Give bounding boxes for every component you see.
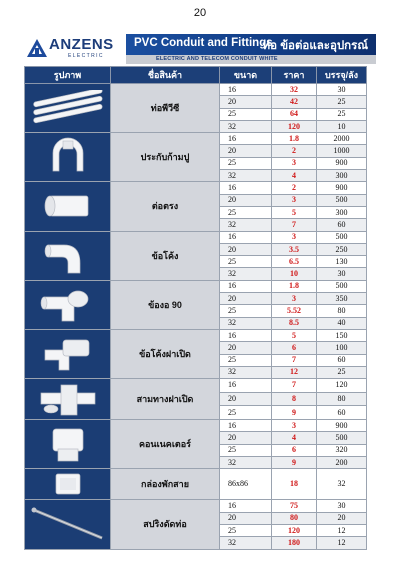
size-value: 20 — [220, 342, 272, 354]
size-value: 16 — [220, 182, 272, 194]
size-value: 20 — [220, 96, 272, 108]
pack-quantity: 40 — [317, 317, 367, 329]
product-image — [25, 182, 111, 231]
pack-quantity: 250 — [317, 243, 367, 255]
pack-quantity: 60 — [317, 219, 367, 231]
column-header-pack: บรรจุ/ลัง — [317, 67, 367, 84]
pack-quantity: 500 — [317, 432, 367, 444]
size-value: 16 — [220, 133, 272, 145]
pack-quantity: 2000 — [317, 133, 367, 145]
price-value: 9 — [272, 406, 317, 420]
table-row — [25, 500, 367, 512]
size-value: 32 — [220, 170, 272, 182]
pack-quantity: 350 — [317, 293, 367, 305]
pack-quantity: 900 — [317, 182, 367, 194]
price-value: 12 — [272, 366, 317, 378]
price-value: 10 — [272, 268, 317, 280]
price-value: 80 — [272, 512, 317, 524]
size-value: 16 — [220, 280, 272, 292]
price-value: 75 — [272, 500, 317, 512]
product-name: สามทางฝาเปิด — [111, 379, 220, 420]
price-value: 6 — [272, 444, 317, 456]
size-value: 16 — [220, 231, 272, 243]
size-value: 32 — [220, 317, 272, 329]
price-value: 3 — [272, 194, 317, 206]
price-value: 180 — [272, 537, 317, 549]
product-image — [25, 469, 111, 500]
product-name: ท่อพีวีซี — [111, 84, 220, 133]
pack-quantity: 30 — [317, 268, 367, 280]
size-value: 20 — [220, 194, 272, 206]
product-image — [25, 500, 111, 549]
pack-quantity: 25 — [317, 108, 367, 120]
product-name: ข้องอ 90 — [111, 280, 220, 329]
table-header-row — [25, 67, 367, 84]
price-value: 6.5 — [272, 256, 317, 268]
table-row — [25, 420, 367, 432]
product-name: ข้อโค้ง — [111, 231, 220, 280]
price-value: 2 — [272, 145, 317, 157]
price-value: 4 — [272, 432, 317, 444]
size-value: 20 — [220, 432, 272, 444]
price-value: 8.5 — [272, 317, 317, 329]
page-number: 20 — [193, 7, 207, 19]
price-value: 3.5 — [272, 243, 317, 255]
size-value: 32 — [220, 457, 272, 469]
pack-quantity: 60 — [317, 354, 367, 366]
size-value: 32 — [220, 120, 272, 132]
price-value: 2 — [272, 182, 317, 194]
column-header-size: ขนาด — [220, 67, 272, 84]
price-value: 120 — [272, 120, 317, 132]
pack-quantity: 200 — [317, 457, 367, 469]
brand-subtext: ELECTRIC — [68, 53, 104, 59]
pack-quantity: 30 — [317, 500, 367, 512]
straight-coupling-icon — [25, 188, 110, 224]
column-header-image: รูปภาพ — [25, 67, 111, 84]
product-name: ต่อตรง — [111, 182, 220, 231]
pack-quantity: 500 — [317, 280, 367, 292]
product-image — [25, 231, 111, 280]
table-row — [25, 329, 367, 341]
pack-quantity: 900 — [317, 157, 367, 169]
product-image — [25, 280, 111, 329]
price-value: 42 — [272, 96, 317, 108]
size-value: 16 — [220, 500, 272, 512]
price-value: 5.52 — [272, 305, 317, 317]
size-value: 25 — [220, 524, 272, 536]
price-value: 8 — [272, 392, 317, 406]
pack-quantity: 32 — [317, 469, 367, 500]
size-value: 20 — [220, 145, 272, 157]
price-value: 7 — [272, 219, 317, 231]
size-value: 32 — [220, 219, 272, 231]
subtitle-bar — [126, 55, 376, 64]
size-value: 25 — [220, 406, 272, 420]
pvc-pipe-icon — [25, 90, 110, 126]
brand-name: ANZENS — [49, 36, 114, 53]
pack-quantity: 300 — [317, 170, 367, 182]
bending-spring-icon — [25, 504, 110, 544]
price-value: 1.8 — [272, 133, 317, 145]
inspection-tee-icon — [25, 379, 110, 419]
size-value: 25 — [220, 256, 272, 268]
price-value: 7 — [272, 354, 317, 366]
saddle-clip-icon — [25, 137, 110, 177]
product-image — [25, 379, 111, 420]
pack-quantity: 20 — [317, 512, 367, 524]
product-image — [25, 84, 111, 133]
size-value: 25 — [220, 444, 272, 456]
size-value: 32 — [220, 537, 272, 549]
price-value: 3 — [272, 231, 317, 243]
size-value: 25 — [220, 108, 272, 120]
product-name: คอนเนคเตอร์ — [111, 420, 220, 469]
pack-quantity: 300 — [317, 206, 367, 218]
pack-quantity: 30 — [317, 84, 367, 96]
elbow-bend-icon — [25, 235, 110, 277]
size-value: 16 — [220, 84, 272, 96]
connector-icon — [25, 423, 110, 465]
product-name: กล่องพักสาย — [111, 469, 220, 500]
anzens-logo-icon — [26, 37, 48, 59]
column-header-price: ราคา — [272, 67, 317, 84]
pack-quantity: 320 — [317, 444, 367, 456]
pack-quantity: 120 — [317, 379, 367, 393]
junction-box-icon — [25, 470, 110, 498]
product-image — [25, 329, 111, 378]
pack-quantity: 25 — [317, 96, 367, 108]
table-row — [25, 133, 367, 145]
size-value: 16 — [220, 329, 272, 341]
pack-quantity: 1000 — [317, 145, 367, 157]
pack-quantity: 500 — [317, 231, 367, 243]
size-value: 25 — [220, 305, 272, 317]
size-value: 25 — [220, 354, 272, 366]
pack-quantity: 12 — [317, 524, 367, 536]
pack-quantity: 130 — [317, 256, 367, 268]
size-value: 25 — [220, 157, 272, 169]
column-header-name: ชื่อสินค้า — [111, 67, 220, 84]
table-row — [25, 182, 367, 194]
product-image — [25, 133, 111, 182]
price-value: 6 — [272, 342, 317, 354]
size-value: 25 — [220, 206, 272, 218]
price-value: 9 — [272, 457, 317, 469]
product-image — [25, 420, 111, 469]
size-value: 20 — [220, 512, 272, 524]
size-value: 86x86 — [220, 469, 272, 500]
table-row — [25, 280, 367, 292]
pack-quantity: 25 — [317, 366, 367, 378]
inspection-elbow-icon — [25, 334, 110, 374]
pack-quantity: 10 — [317, 120, 367, 132]
price-value: 64 — [272, 108, 317, 120]
size-value: 16 — [220, 420, 272, 432]
price-value: 3 — [272, 420, 317, 432]
size-value: 16 — [220, 379, 272, 393]
title-english: PVC Conduit and Fittings — [134, 37, 273, 49]
price-value: 18 — [272, 469, 317, 500]
pack-quantity: 80 — [317, 305, 367, 317]
pack-quantity: 150 — [317, 329, 367, 341]
price-value: 7 — [272, 379, 317, 393]
subtitle: ELECTRIC AND TELECOM CONDUIT WHITE — [156, 56, 278, 62]
price-value: 5 — [272, 206, 317, 218]
pack-quantity: 100 — [317, 342, 367, 354]
pack-quantity: 900 — [317, 420, 367, 432]
product-name: สปริงดัดท่อ — [111, 500, 220, 549]
price-value: 3 — [272, 157, 317, 169]
product-table — [24, 66, 367, 550]
size-value: 32 — [220, 366, 272, 378]
product-name: ประกับก้ามปู — [111, 133, 220, 182]
size-value: 20 — [220, 392, 272, 406]
table-row — [25, 231, 367, 243]
pack-quantity: 12 — [317, 537, 367, 549]
price-value: 32 — [272, 84, 317, 96]
title-bar — [126, 34, 376, 55]
price-value: 5 — [272, 329, 317, 341]
header-banner — [24, 34, 376, 64]
size-value: 20 — [220, 243, 272, 255]
price-value: 4 — [272, 170, 317, 182]
size-value: 32 — [220, 268, 272, 280]
size-value: 20 — [220, 293, 272, 305]
pack-quantity: 60 — [317, 406, 367, 420]
pack-quantity: 500 — [317, 194, 367, 206]
price-value: 120 — [272, 524, 317, 536]
price-value: 3 — [272, 293, 317, 305]
pack-quantity: 80 — [317, 392, 367, 406]
table-row — [25, 379, 367, 393]
price-value: 1.8 — [272, 280, 317, 292]
brand-logo — [24, 34, 126, 62]
title-thai: ท่อ ข้อต่อและอุปกรณ์ — [262, 40, 368, 52]
product-name: ข้อโค้งฝาเปิด — [111, 329, 220, 378]
table-row — [25, 84, 367, 96]
elbow-90-icon — [25, 285, 110, 325]
table-row — [25, 469, 367, 500]
